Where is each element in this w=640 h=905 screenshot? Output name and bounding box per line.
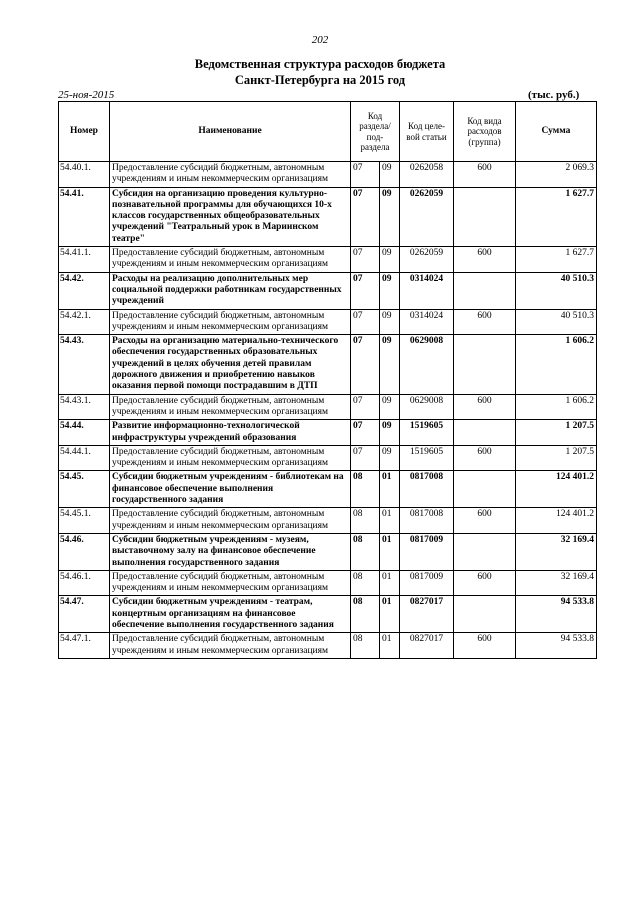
- row-number: 54.45.: [59, 471, 110, 508]
- row-number: 54.41.: [59, 187, 110, 246]
- row-section: 08: [351, 508, 380, 534]
- table-row: [59, 533, 597, 570]
- row-name: Субсидии бюджетным учреждениям - музеям, выставочному залу на финансовое обеспечение выполнения государственного задания: [110, 533, 351, 570]
- row-expense-type: 600: [454, 394, 516, 420]
- col-header-number: Номер: [59, 102, 110, 162]
- row-sum: 40 510.3: [516, 309, 597, 335]
- row-expense-type: [454, 420, 516, 446]
- table-row: [59, 445, 597, 471]
- row-subsection: 01: [380, 633, 400, 659]
- col-header-name: Наименование: [110, 102, 351, 162]
- row-sum: 1 627.7: [516, 247, 597, 273]
- row-name: Предоставление субсидий бюджетным, автономным учреждениям и иным некоммерческим организациям: [110, 247, 351, 273]
- row-sum: 1 207.5: [516, 420, 597, 446]
- row-subsection: 09: [380, 309, 400, 335]
- units-label: (тыс. руб.): [528, 89, 580, 101]
- row-section: 08: [351, 471, 380, 508]
- row-subsection: 09: [380, 272, 400, 309]
- row-sum: 1 606.2: [516, 335, 597, 394]
- row-number: 54.41.1.: [59, 247, 110, 273]
- row-expense-type: 600: [454, 633, 516, 659]
- row-subsection: 09: [380, 247, 400, 273]
- table-row: [59, 508, 597, 534]
- table-row: [59, 394, 597, 420]
- table-row: [59, 309, 597, 335]
- row-subsection: 09: [380, 420, 400, 446]
- row-section: 07: [351, 394, 380, 420]
- row-article: 0262058: [400, 162, 454, 188]
- row-expense-type: 600: [454, 247, 516, 273]
- document-date: 25-ноя-2015: [58, 89, 115, 101]
- row-number: 54.42.1.: [59, 309, 110, 335]
- row-article: 0629008: [400, 335, 454, 394]
- table-row: [59, 162, 597, 188]
- row-section: 08: [351, 596, 380, 633]
- col-header-expense-type: Код вида расходов (группа): [454, 102, 516, 162]
- row-expense-type: [454, 596, 516, 633]
- budget-table: [58, 101, 597, 659]
- title-line-1: Ведомственная структура расходов бюджета: [194, 57, 446, 71]
- row-subsection: 09: [380, 394, 400, 420]
- table-row: [59, 272, 597, 309]
- row-expense-type: 600: [454, 445, 516, 471]
- row-section: 08: [351, 533, 380, 570]
- row-number: 54.44.1.: [59, 445, 110, 471]
- row-article: 0827017: [400, 596, 454, 633]
- row-subsection: 01: [380, 596, 400, 633]
- row-name: Развитие информационно-технологической инфраструктуры учреждений образования: [110, 420, 351, 446]
- row-name: Предоставление субсидий бюджетным, автономным учреждениям и иным некоммерческим организациям: [110, 394, 351, 420]
- table-row: [59, 570, 597, 596]
- table-row: [59, 596, 597, 633]
- table-row: [59, 187, 597, 246]
- row-article: 0262059: [400, 187, 454, 246]
- row-article: 0629008: [400, 394, 454, 420]
- row-sum: 1 207.5: [516, 445, 597, 471]
- row-number: 54.47.1.: [59, 633, 110, 659]
- row-section: 07: [351, 309, 380, 335]
- row-article: 0262059: [400, 247, 454, 273]
- row-article: 0314024: [400, 272, 454, 309]
- row-section: 08: [351, 570, 380, 596]
- row-sum: 32 169.4: [516, 533, 597, 570]
- row-article: 0314024: [400, 309, 454, 335]
- row-sum: 32 169.4: [516, 570, 597, 596]
- table-body: [59, 162, 597, 659]
- row-sum: 124 401.2: [516, 508, 597, 534]
- row-article: 0817009: [400, 533, 454, 570]
- row-subsection: 09: [380, 162, 400, 188]
- row-section: 07: [351, 162, 380, 188]
- row-expense-type: [454, 187, 516, 246]
- row-number: 54.43.: [59, 335, 110, 394]
- row-section: 07: [351, 272, 380, 309]
- row-section: 07: [351, 445, 380, 471]
- row-subsection: 09: [380, 335, 400, 394]
- row-number: 54.44.: [59, 420, 110, 446]
- table-row: [59, 335, 597, 394]
- row-number: 54.42.: [59, 272, 110, 309]
- row-number: 54.45.1.: [59, 508, 110, 534]
- col-header-sum: Сумма: [516, 102, 597, 162]
- row-number: 54.46.: [59, 533, 110, 570]
- row-article: 1519605: [400, 445, 454, 471]
- row-section: 07: [351, 247, 380, 273]
- row-subsection: 01: [380, 533, 400, 570]
- table-row: [59, 633, 597, 659]
- row-sum: 124 401.2: [516, 471, 597, 508]
- row-section: 07: [351, 187, 380, 246]
- row-name: Субсидии бюджетным учреждениям - библиотекам на финансовое обеспечение выполнения государственного задания: [110, 471, 351, 508]
- row-expense-type: [454, 335, 516, 394]
- page-number: 202: [311, 34, 329, 46]
- row-name: Расходы на реализацию дополнительных мер социальной поддержки работникам государственных учреждений: [110, 272, 351, 309]
- row-number: 54.46.1.: [59, 570, 110, 596]
- row-section: 08: [351, 633, 380, 659]
- row-section: 07: [351, 420, 380, 446]
- row-number: 54.40.1.: [59, 162, 110, 188]
- row-sum: 94 533.8: [516, 633, 597, 659]
- row-article: 0817008: [400, 508, 454, 534]
- table-row: [59, 247, 597, 273]
- row-name: Предоставление субсидий бюджетным, автономным учреждениям и иным некоммерческим организациям: [110, 309, 351, 335]
- table-header-row: [59, 102, 597, 162]
- row-sum: 94 533.8: [516, 596, 597, 633]
- table-row: [59, 471, 597, 508]
- row-expense-type: 600: [454, 570, 516, 596]
- row-name: Субсидия на организацию проведения культурно-познавательной программы для обучающихся 10-х классов государственных общеобразовательных учреждений "Театральный урок в Мариинском театре": [110, 187, 351, 246]
- row-subsection: 09: [380, 187, 400, 246]
- row-name: Предоставление субсидий бюджетным, автономным учреждениям и иным некоммерческим организациям: [110, 445, 351, 471]
- row-number: 54.47.: [59, 596, 110, 633]
- row-name: Субсидии бюджетным учреждениям - театрам, концертным организациям на финансовое обеспечение выполнения государственного задания: [110, 596, 351, 633]
- row-expense-type: [454, 533, 516, 570]
- row-section: 07: [351, 335, 380, 394]
- row-subsection: 09: [380, 445, 400, 471]
- row-article: 1519605: [400, 420, 454, 446]
- row-number: 54.43.1.: [59, 394, 110, 420]
- row-article: 0817008: [400, 471, 454, 508]
- row-expense-type: [454, 471, 516, 508]
- row-name: Предоставление субсидий бюджетным, автономным учреждениям и иным некоммерческим организациям: [110, 633, 351, 659]
- table-row: [59, 420, 597, 446]
- row-sum: 1 627.7: [516, 187, 597, 246]
- row-article: 0817009: [400, 570, 454, 596]
- row-expense-type: 600: [454, 309, 516, 335]
- row-name: Расходы на организацию материально-технического обеспечения государственных образовательных учреждений в целях обучения детей правилам дорожного движения и приобретению навыков оказания первой помощи пострадавшим в ДТП: [110, 335, 351, 394]
- document-title: [0, 56, 640, 88]
- col-header-article: Код целе-вой статьи: [400, 102, 454, 162]
- row-subsection: 01: [380, 471, 400, 508]
- row-expense-type: 600: [454, 162, 516, 188]
- row-sum: 40 510.3: [516, 272, 597, 309]
- row-subsection: 01: [380, 570, 400, 596]
- row-sum: 2 069.3: [516, 162, 597, 188]
- row-expense-type: [454, 272, 516, 309]
- row-name: Предоставление субсидий бюджетным, автономным учреждениям и иным некоммерческим организациям: [110, 508, 351, 534]
- row-name: Предоставление субсидий бюджетным, автономным учреждениям и иным некоммерческим организациям: [110, 162, 351, 188]
- row-name: Предоставление субсидий бюджетным, автономным учреждениям и иным некоммерческим организациям: [110, 570, 351, 596]
- title-line-2: Санкт-Петербурга на 2015 год: [234, 73, 406, 87]
- row-subsection: 01: [380, 508, 400, 534]
- row-sum: 1 606.2: [516, 394, 597, 420]
- row-expense-type: 600: [454, 508, 516, 534]
- row-article: 0827017: [400, 633, 454, 659]
- col-header-section: Код раздела/ под-раздела: [351, 102, 400, 162]
